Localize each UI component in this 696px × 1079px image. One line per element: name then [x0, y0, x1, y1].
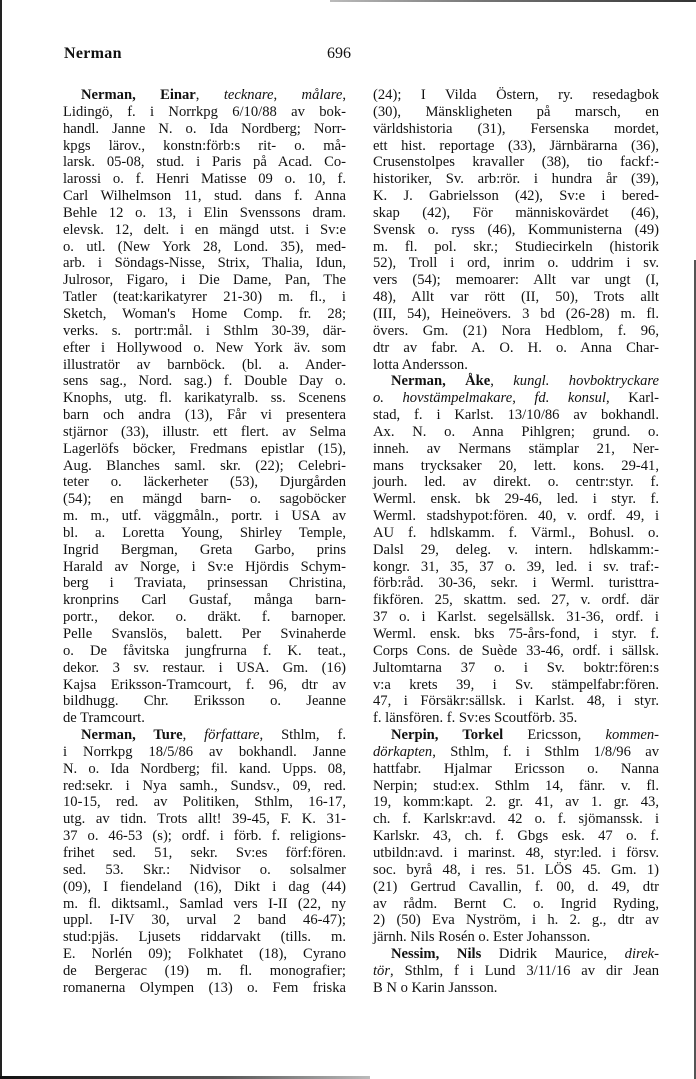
- text-span: , Sthlm, f.: [259, 727, 346, 744]
- text-span: sens sag., Nord. sag.) f. Double Day o.: [63, 373, 346, 390]
- text-span: 47, i Försäkr:sällsk. i Karlst. 48, i styr.: [373, 693, 659, 710]
- text-line: [373, 205, 659, 222]
- right-column: [373, 87, 659, 997]
- text-line: [373, 525, 659, 542]
- text-span: stad, f. i Karlst. 13/10/86 av bokhandl.: [373, 407, 659, 424]
- text-span: ett hist. reportage (33), Järnbärarna (36),: [373, 137, 659, 154]
- text-span: B N o Karin Jansson.: [373, 979, 498, 996]
- text-span: Lagerlöfs böcker, Fredmans epistlar (15),: [63, 440, 346, 457]
- text-line: [63, 559, 346, 576]
- text-span: efter i Hollywood o. New York äv. som: [63, 339, 346, 356]
- text-span: jourh. led. av direkt. o. centr:styr. f.: [373, 474, 659, 491]
- text-span: verks. s. portr:mål. i Sthlm 30-39, där-: [63, 322, 346, 339]
- text-line: [373, 171, 659, 188]
- text-line: [63, 811, 346, 828]
- text-span: Julrosor, Figaro, i Die Dame, Pan, The: [63, 272, 346, 289]
- text-line: [63, 828, 346, 845]
- text-span: , Sthlm, f. i Sthlm 1/8/96 av: [432, 743, 659, 760]
- text-span: (24); I Vilda Östern, ry. resedagbok: [373, 87, 659, 103]
- text-span: övers. Gm. (21) Nora Hedblom, f. 96,: [373, 322, 659, 339]
- text-span: 37 o. i Karlst. segelsällsk. 31-36, ordf. i: [373, 609, 659, 626]
- text-span: ,: [182, 727, 205, 744]
- text-span: mans trycksaker 20, lett. kons. 29-41,: [373, 457, 659, 474]
- text-line: [63, 879, 346, 896]
- text-line: [63, 239, 346, 256]
- text-span: Karlskr. 43, ch. f. Gbgs esk. 47 o. f.: [373, 828, 659, 845]
- text-span: 2) (50) Eva Nyström, i h. 2. g., dtr av: [373, 912, 659, 929]
- text-span: sed. 53. Skr.: Nidvisor o. solsalmer: [63, 861, 346, 878]
- text-span: Dalsl 29, deleg. v. intern. hdlskamm:-: [373, 541, 659, 558]
- text-line: [373, 592, 659, 609]
- text-span: m. fl. diktsaml., Samlad vers I-II (22, ny: [63, 895, 346, 912]
- text-span: skap (42), För människovärdet (46),: [373, 204, 659, 221]
- text-span: utbildn:avd. i marinst. 48, styr:led. i försv.: [373, 844, 659, 861]
- text-span: Werml. stadshypot:fören. 40, v. ordf. 49, i: [373, 508, 659, 525]
- entry-occupation: kommen-: [605, 727, 659, 744]
- text-span: världshistoria (31), Fersenska mordet,: [373, 120, 659, 137]
- text-line: [373, 474, 659, 491]
- entry-occupation: tör: [373, 962, 391, 979]
- text-line: [63, 761, 346, 778]
- text-span: uppl. I-IV 30, urval 2 band 46-47);: [63, 912, 346, 929]
- text-span: (54); en mängd barn- o. sagoböcker: [63, 491, 346, 508]
- entry-occupation: dörkapten: [373, 743, 433, 760]
- text-line: [63, 424, 346, 441]
- entry-occupation: författare: [204, 727, 260, 744]
- text-span: N. o. Ida Nordberg; fil. kand. Upps. 08,: [63, 760, 346, 777]
- text-span: Pelle Svanslös, balett. Per Svinaherde: [63, 626, 346, 642]
- text-span: Lidingö, f. i Norrkpg 6/10/88 av bok-: [63, 103, 346, 120]
- text-span: 52), Troll i ord, inrim o. uddrim i sv.: [373, 255, 659, 272]
- text-span: ,: [273, 87, 302, 103]
- text-line: [63, 138, 346, 155]
- text-span: Ingrid Bergman, Greta Garbo, prins: [63, 541, 346, 558]
- text-line: [373, 811, 659, 828]
- text-span: av rådm. Bernt C. o. Ingrid Ryding,: [373, 895, 659, 912]
- text-line: [373, 357, 659, 374]
- entry-heading-line: [373, 727, 659, 744]
- text-span: K. J. Gabrielsson (42), Sv:e i bered-: [373, 188, 659, 205]
- entry-heading-line: [373, 946, 659, 963]
- text-line: [373, 239, 659, 256]
- text-span: ,: [490, 373, 514, 390]
- text-span: ,: [195, 87, 224, 103]
- text-line: [373, 980, 659, 997]
- text-line: [373, 660, 659, 677]
- entry-occupation: o. hovstämpelmakare: [373, 390, 513, 407]
- scan-border-left: [0, 0, 2, 1079]
- text-span: kongr. 31, 35, 37 o. 39, led. i sv. traf:-: [373, 558, 659, 575]
- text-span: kpgs lärov., konstn:förb:s rit- o. må-: [63, 137, 346, 154]
- text-line: [373, 559, 659, 576]
- text-line: [63, 357, 346, 374]
- text-span: Jultomtarna 37 o. i Sv. boktr:fören:s: [373, 659, 659, 676]
- text-line: [373, 862, 659, 879]
- text-line: [63, 626, 346, 643]
- text-line: [373, 424, 659, 441]
- entry-name: Nerman, Ture: [81, 727, 183, 744]
- text-line: [373, 121, 659, 138]
- text-line: [63, 289, 346, 306]
- text-line: [63, 592, 346, 609]
- text-span: stud:pjäs. Ljusets riddarvakt (tills. m.: [63, 929, 346, 946]
- text-line: [373, 323, 659, 340]
- scan-border-top: [330, 0, 696, 2]
- text-span: o. De fåvitska jungfrurna f. K. teat.,: [63, 642, 346, 659]
- text-span: Ax. N. o. Anna Pihlgren; grund. o.: [373, 423, 659, 440]
- page-number: 696: [327, 45, 351, 62]
- text-line: [63, 794, 346, 811]
- text-span: Aug. Blanches saml. skr. (22); Celebri-: [63, 457, 346, 474]
- text-span: Nerpin; stud:ex. Sthlm 14, fänr. v. fl.: [373, 777, 659, 794]
- text-line: [373, 609, 659, 626]
- text-line: [373, 879, 659, 896]
- text-line: [373, 272, 659, 289]
- text-line: [63, 963, 346, 980]
- text-span: teter o. läckerheter (53), Djurgården: [63, 474, 346, 491]
- text-line: [63, 154, 346, 171]
- text-span: (21) Gertrud Cavallin, f. 00, d. 49, dtr: [373, 878, 659, 895]
- text-span: Kajsa Eriksson-Tramcourt, f. 96, dtr av: [63, 676, 346, 693]
- text-line: [63, 946, 346, 963]
- text-span: , Karl-: [606, 390, 659, 407]
- text-line: [373, 575, 659, 592]
- text-span: , Sthlm, f i Lund 3/11/16 av dir Jean: [390, 962, 659, 979]
- entry-occupation: målare: [301, 87, 343, 103]
- text-line: [373, 744, 659, 761]
- entry-occupation: direk-: [624, 946, 659, 963]
- text-span: larsk. 05-08, stud. i Paris på Acad. Co-: [63, 154, 346, 171]
- text-span: E. Norlén 09); Folkhatet (18), Cyrano: [63, 946, 346, 963]
- text-line: [373, 138, 659, 155]
- text-span: f. länsfören. f. Sv:es Scoutförb. 35.: [373, 710, 578, 727]
- text-span: m. fl. pol. skr.; Studiecirkeln (historik: [373, 238, 659, 255]
- text-span: Ericsson,: [503, 727, 606, 744]
- text-span: 48), Allt var rött (II, 50), Trots allt: [373, 289, 659, 306]
- running-head: Nerman: [64, 45, 122, 62]
- entry-occupation: tecknare: [223, 87, 274, 103]
- text-span: v:a krets 39, i Sv. stämpelfabr:fören.: [373, 676, 659, 693]
- text-span: Svensk o. ryss (46), Kommunisterna (49): [373, 221, 659, 238]
- text-line: [373, 87, 659, 104]
- text-span: larossi o. f. Henri Matisse 09 o. 10, f.: [63, 171, 346, 188]
- text-line: [373, 643, 659, 660]
- text-line: [63, 896, 346, 913]
- text-line: [373, 407, 659, 424]
- text-span: historiker, Sv. arb:rör. i hundra år (39),: [373, 171, 659, 188]
- text-span: i Norrkpg 18/5/86 av bokhandl. Janne: [63, 743, 346, 760]
- text-span: ,: [342, 87, 347, 103]
- text-line: [373, 289, 659, 306]
- text-span: elevsk. 12, delt. i en mängd utst. i Sv:e: [63, 221, 346, 238]
- entry-name: Nessim, Nils: [391, 946, 482, 963]
- text-span: Harald av Norge, i Sv:e Hjördis Schym-: [63, 558, 346, 575]
- entry-name: Nerman, Einar: [81, 87, 196, 103]
- text-line: [63, 407, 346, 424]
- text-span: Crusenstolpes kravaller (38), tio fackf:-: [373, 154, 659, 171]
- text-span: stjärnor (33), illustr. ett flert. av Selma: [63, 423, 346, 440]
- text-line: [373, 188, 659, 205]
- text-line: [63, 508, 346, 525]
- text-line: [63, 677, 346, 694]
- text-line: [63, 542, 346, 559]
- text-line: [63, 222, 346, 239]
- text-line: [373, 154, 659, 171]
- text-line: [63, 609, 346, 626]
- text-line: [63, 373, 346, 390]
- text-span: inneh. av Nermans stämplar 21, Ner-: [373, 440, 659, 457]
- text-span: Werml. ensk. bks 75-års-fond, i styr. f.: [373, 626, 659, 642]
- text-span: fikfören. 25, skattm. sed. 27, v. ordf. där: [373, 592, 659, 609]
- text-span: berg i Traviata, prinsessan Christina,: [63, 575, 346, 592]
- text-line: [63, 104, 346, 121]
- text-span: järnh. Nils Rosén o. Ester Johansson.: [373, 929, 591, 946]
- text-span: (30), Mänskligheten på marsch, en: [373, 103, 659, 120]
- text-span: AU f. hdlskamm. f. Värml., Bohusl. o.: [373, 524, 659, 541]
- text-span: 19, komm:kapt. 2. gr. 41, av 1. gr. 43,: [373, 794, 659, 811]
- text-line: [373, 104, 659, 121]
- text-line: [373, 963, 659, 980]
- text-span: dekor. 3 sv. restaur. i USA. Gm. (16): [63, 659, 346, 676]
- text-span: arb. i Söndags-Nisse, Strix, Thalia, Idun,: [63, 255, 346, 272]
- text-line: [373, 929, 659, 946]
- text-span: Behle 12 o. 13, i Elin Svenssons dram.: [63, 204, 346, 221]
- text-span: o. utl. (New York 28, Lond. 35), med-: [63, 238, 346, 255]
- text-line: [63, 272, 346, 289]
- text-span: kronprins Carl Gustaf, många barn-: [63, 592, 346, 609]
- text-line: [373, 626, 659, 643]
- text-line: [373, 761, 659, 778]
- text-line: [63, 390, 346, 407]
- text-span: soc. byrå 48, i res. 51. LÖS 45. Gm. 1): [373, 861, 659, 878]
- text-span: de Tramcourt.: [63, 710, 145, 727]
- text-span: Werml. ensk. bk 29-46, led. i styr. f.: [373, 491, 659, 508]
- text-line: [63, 744, 346, 761]
- text-line: [63, 340, 346, 357]
- entry-occupation: fd. konsul: [534, 390, 607, 407]
- text-line: [373, 542, 659, 559]
- text-span: ,: [512, 390, 535, 407]
- text-line: [373, 222, 659, 239]
- text-line: [63, 306, 346, 323]
- entry-name: Nerpin, Torkel: [391, 727, 504, 744]
- text-line: [63, 171, 346, 188]
- text-span: utg. av tidn. Trots allt! 39-45, F. K. 31-: [63, 811, 346, 828]
- text-line: [63, 255, 346, 272]
- entry-occupation: kungl. hovboktryckare: [513, 373, 659, 390]
- text-line: [63, 693, 346, 710]
- text-line: [63, 121, 346, 138]
- text-span: ch. f. Karlskr:avd. 42 o. f. sjömanssk. i: [373, 811, 659, 828]
- text-span: illustratör av barnböck. (bl. a. Ander-: [63, 356, 346, 373]
- text-span: romanerna Olympen (13) o. Fem friska: [63, 979, 346, 996]
- text-span: (09), I fiendeland (16), Dikt i dag (44): [63, 878, 346, 895]
- text-line: [373, 912, 659, 929]
- text-line: [373, 677, 659, 694]
- text-line: [373, 794, 659, 811]
- text-span: red:sekr. i Nya samh., Sundsv., 09, red.: [63, 777, 346, 794]
- text-line: [63, 778, 346, 795]
- text-line: [63, 525, 346, 542]
- text-line: [373, 491, 659, 508]
- text-line: [373, 340, 659, 357]
- entry-heading-line: [63, 87, 346, 104]
- text-line: [373, 778, 659, 795]
- text-line: [63, 643, 346, 660]
- text-line: [373, 458, 659, 475]
- text-line: [63, 862, 346, 879]
- text-line: [63, 458, 346, 475]
- text-span: m. m., utf. väggmåln., portr. i USA av: [63, 508, 346, 525]
- text-span: lotta Andersson.: [373, 356, 468, 373]
- text-line: [373, 693, 659, 710]
- text-span: (III, 54), Heineövers. 3 bd (26-28) m. fl.: [373, 305, 659, 322]
- text-line: [63, 205, 346, 222]
- text-span: Didrik Maurice,: [481, 946, 625, 963]
- left-column: [63, 87, 346, 997]
- text-line: [373, 710, 659, 727]
- text-line: [63, 912, 346, 929]
- text-span: Sketch, Woman's Home Comp. fr. 28;: [63, 305, 346, 322]
- text-span: dtr av fabr. A. O. H. o. Anna Char-: [373, 339, 659, 356]
- text-span: Carl Wilhelmson 11, stud. dans f. Anna: [63, 188, 346, 205]
- text-line: [63, 980, 346, 997]
- text-line: [373, 828, 659, 845]
- text-line: [63, 441, 346, 458]
- entry-heading-line: [63, 727, 346, 744]
- text-line: [63, 710, 346, 727]
- text-span: förb:råd. 30-36, sekr. i Werml. turisttra-: [373, 575, 659, 592]
- text-line: [373, 306, 659, 323]
- text-span: vers (54); memoarer: Allt var ungt (I,: [373, 272, 659, 289]
- text-line: [373, 390, 659, 407]
- entry-name: Nerman, Åke: [391, 373, 491, 390]
- text-span: 10-15, red. av Politiken, Sthlm, 16-17,: [63, 794, 346, 811]
- text-span: frihet sed. 51, sekr. Sv:es förf:fören.: [63, 844, 346, 861]
- text-span: barn och andra (13), Får vi presentera: [63, 407, 346, 424]
- text-line: [63, 188, 346, 205]
- text-line: [63, 845, 346, 862]
- text-span: 37 o. 46-53 (s); ordf. i förb. f. religions-: [63, 828, 346, 845]
- text-line: [373, 896, 659, 913]
- text-line: [373, 845, 659, 862]
- text-line: [63, 660, 346, 677]
- text-line: [63, 929, 346, 946]
- entry-heading-line: [373, 373, 659, 390]
- text-line: [63, 323, 346, 340]
- text-span: bl. a. Loretta Young, Shirley Temple,: [63, 524, 346, 541]
- text-line: [63, 474, 346, 491]
- text-span: Tatler (teat:karikatyrer 21-30) m. fl., i: [63, 289, 346, 306]
- text-span: handl. Janne N. o. Ida Nordberg; Norr-: [63, 120, 346, 137]
- text-line: [373, 441, 659, 458]
- text-span: portr., dekor. o. dräkt. f. barnoper.: [63, 609, 346, 626]
- text-span: hattfabr. Hjalmar Ericsson o. Nanna: [373, 760, 659, 777]
- text-span: Corps Cons. de Suède 33-46, ordf. i sällsk.: [373, 642, 659, 659]
- text-span: de Bergerac (19) m. fl. monografier;: [63, 962, 346, 979]
- text-line: [63, 575, 346, 592]
- text-line: [373, 255, 659, 272]
- text-span: Knophs, utg. fl. karikatyralb. ss. Scenens: [63, 390, 346, 407]
- text-span: bildhugg. Chr. Eriksson o. Jeanne: [63, 693, 346, 710]
- text-line: [63, 491, 346, 508]
- text-line: [373, 508, 659, 525]
